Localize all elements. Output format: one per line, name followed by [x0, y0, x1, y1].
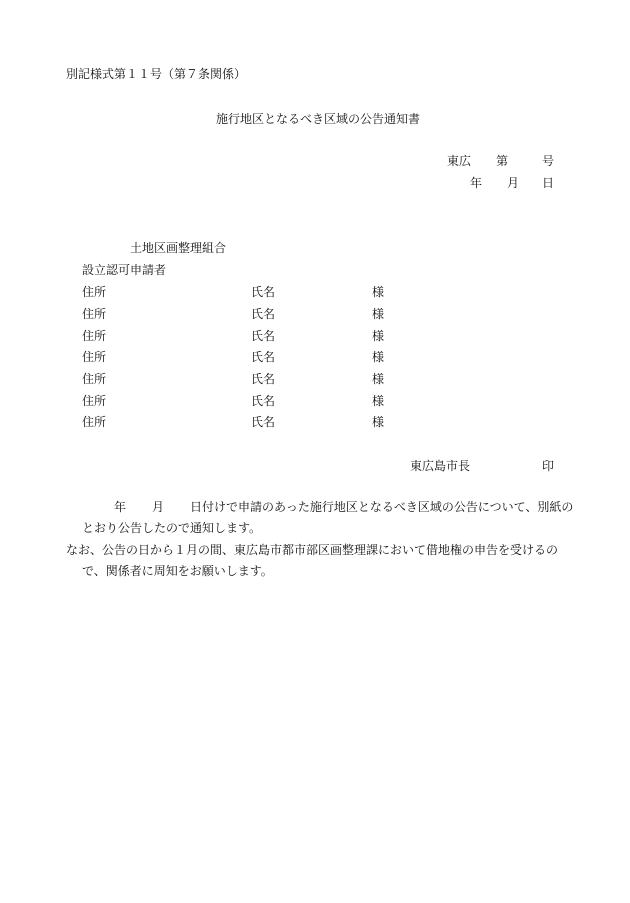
- honorific-1: 様: [372, 285, 385, 299]
- body-paragraph-1: [82, 497, 574, 539]
- date-year-label: 年: [470, 176, 483, 190]
- honorific-2: 様: [372, 307, 385, 321]
- name-label-6: 氏名: [251, 394, 276, 408]
- body-paragraph-2: [66, 540, 574, 582]
- seal-mark: 印: [542, 459, 555, 473]
- address-label-2: 住所: [82, 307, 107, 321]
- honorific-7: 様: [372, 415, 385, 429]
- name-label-5: 氏名: [251, 372, 276, 386]
- honorific-3: 様: [372, 329, 385, 343]
- association-name: 土地区画整理組合: [130, 241, 227, 255]
- address-label-3: 住所: [82, 329, 107, 343]
- date-month-label: 月: [507, 176, 520, 190]
- reference-prefix: 東広: [447, 154, 472, 168]
- address-label-7: 住所: [82, 415, 107, 429]
- honorific-6: 様: [372, 394, 385, 408]
- sender-mayor: 東広島市長: [410, 459, 471, 473]
- address-label-5: 住所: [82, 372, 107, 386]
- name-label-1: 氏名: [251, 285, 276, 299]
- name-label-3: 氏名: [251, 329, 276, 343]
- name-label-7: 氏名: [251, 415, 276, 429]
- body-month-label: 月: [152, 500, 165, 514]
- address-label-6: 住所: [82, 394, 107, 408]
- honorific-4: 様: [372, 350, 385, 364]
- document-title: 施行地区となるべき区域の公告通知書: [216, 112, 421, 126]
- date-day-label: 日: [542, 176, 555, 190]
- body-paragraph-2-text: なお、公告の日から１月の間、東広島市都市部区画整理課において借地権の申告を受けるので、関係者に周知をお願いします。: [66, 543, 559, 578]
- reference-dai: 第: [496, 154, 509, 168]
- form-number: 別記様式第１１号（第７条関係）: [66, 67, 247, 81]
- body-year-label: 年: [114, 500, 127, 514]
- address-label-4: 住所: [82, 350, 107, 364]
- name-label-2: 氏名: [251, 307, 276, 321]
- reference-go: 号: [542, 154, 555, 168]
- address-label-1: 住所: [82, 285, 107, 299]
- applicant-title: 設立認可申請者: [82, 263, 167, 277]
- name-label-4: 氏名: [251, 350, 276, 364]
- body-paragraph-1-text: 日付けで申請のあった施行地区となるべき区域の公告について、別紙のとおり公告したので通知します。: [82, 500, 574, 535]
- honorific-5: 様: [372, 372, 385, 386]
